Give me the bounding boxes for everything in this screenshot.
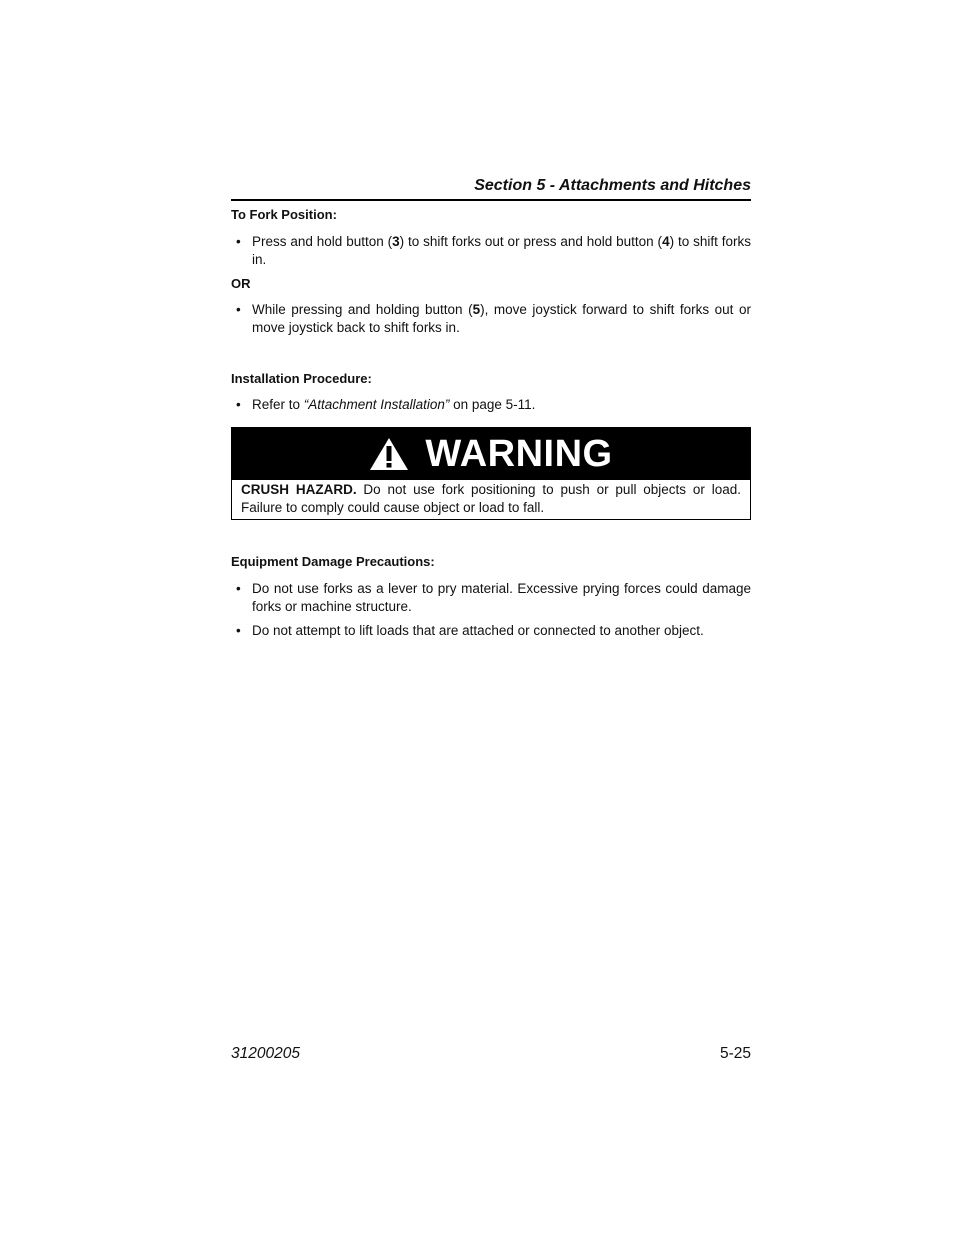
warning-text: CRUSH HAZARD. Do not use fork positioning to push or pull objects or load. Failure to comply could cause object or load to fall. [241,482,741,515]
list-item [231,301,751,336]
list-item [231,233,751,268]
bullet-text: Do not use forks as a lever to pry material. Excessive prying forces could damage forks or machine structure. [252,581,751,614]
list-item [231,622,751,640]
warning-triangle-icon [369,437,409,471]
bullet-icon: • [236,397,241,412]
page-number: 5-25 [719,1045,751,1062]
installation-heading: Installation Procedure: [231,371,372,386]
bullet-text: Press and hold button (3) to shift forks out or press and hold button (4) to shift forks in. [252,234,751,267]
cross-reference-link: “Attachment Installation” [303,397,450,412]
manual-page [231,0,751,1235]
fork-position-heading: To Fork Position: [231,207,337,222]
warning-box [231,427,751,520]
section-header: Section 5 - Attachments and Hitches [231,177,751,201]
bullet-icon: • [236,234,241,249]
doc-number: 31200205 [231,1045,300,1062]
list-item [231,580,751,615]
warning-banner [232,428,750,480]
or-label: OR [231,276,251,291]
bullet-text: Refer to “Attachment Installation” on page 5-11. [252,397,536,412]
bullet-icon: • [236,623,241,638]
bullet-icon: • [236,302,241,317]
bullet-icon: • [236,581,241,596]
bullet-text: While pressing and holding button (5), move joystick forward to shift forks out or move joystick back to shift forks in. [252,302,751,335]
warning-title: WARNING [425,432,613,475]
damage-heading: Equipment Damage Precautions: [231,554,435,569]
warning-lead: CRUSH HAZARD. [241,482,357,497]
list-item [231,396,751,414]
bullet-text: Do not attempt to lift loads that are attached or connected to another object. [252,623,704,638]
